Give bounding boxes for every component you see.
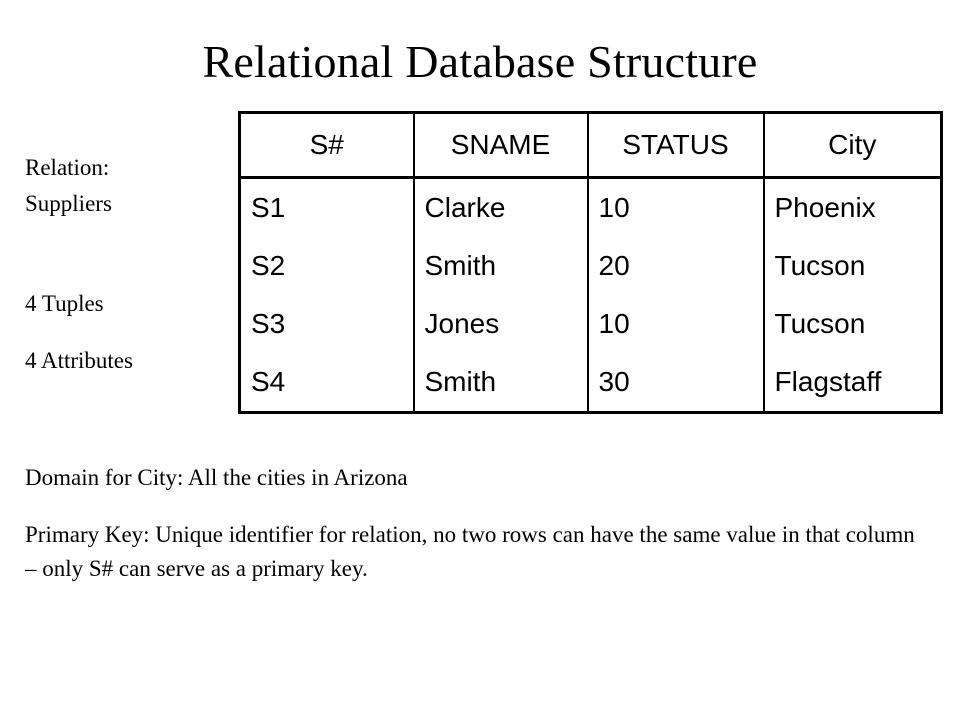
table-cell: Clarke [414,178,588,238]
table-row [240,178,942,238]
table-cell: Jones [414,295,588,353]
table-cell: S1 [240,178,414,238]
table-row [240,353,942,413]
table-cell: 10 [588,295,764,353]
table-cell: 20 [588,237,764,295]
table-cell: 10 [588,178,764,238]
tuples-label: 4 Tuples [25,291,104,316]
relation-label [25,150,112,222]
relation-label-line2: Suppliers [25,191,112,216]
table-cell: S3 [240,295,414,353]
table-cell: S2 [240,237,414,295]
table-cell: Phoenix [764,178,942,238]
table-cell: Tucson [764,295,942,353]
relation-label-line1: Relation: [25,155,110,180]
attributes-label: 4 Attributes [25,348,133,373]
slide-title: Relational Database Structure [202,36,758,87]
table-cell: 30 [588,353,764,413]
domain-note: Domain for City: All the cities in Arizona [25,465,408,490]
table-row [240,237,942,295]
table-cell: Smith [414,353,588,413]
primary-key-note: Primary Key: Unique identifier for relation, no two rows can have the same value in that column – only S# can serve as a primary key. [25,522,915,581]
column-header-s-number: S# [240,113,414,178]
table-row [240,295,942,353]
suppliers-table [238,111,943,414]
column-header-sname: SNAME [414,113,588,178]
table-header-row [240,113,942,178]
table-cell: Flagstaff [764,353,942,413]
table-cell: Tucson [764,237,942,295]
table-cell: Smith [414,237,588,295]
column-header-status: STATUS [588,113,764,178]
column-header-city: City [764,113,942,178]
table-cell: S4 [240,353,414,413]
